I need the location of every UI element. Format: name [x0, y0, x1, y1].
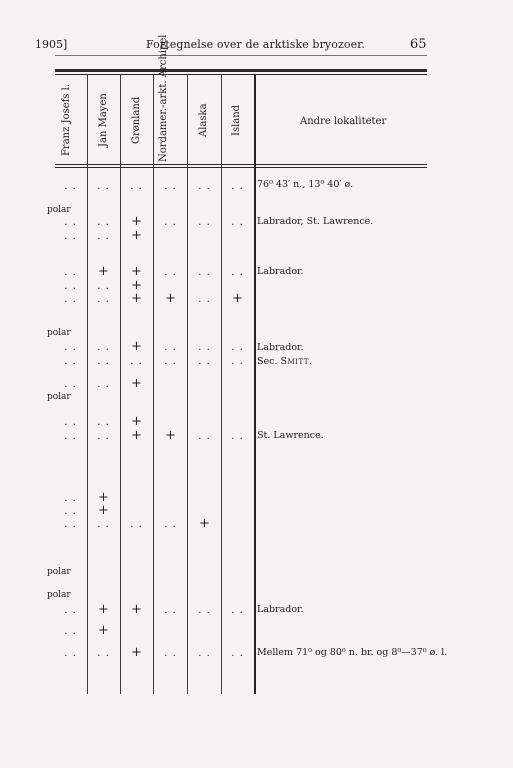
running-header	[0, 38, 513, 54]
cell-dots: . .	[198, 267, 211, 278]
cell-dots: . .	[198, 294, 211, 305]
locality-text: Labrador.	[257, 266, 304, 277]
locality-author-smitt: Smitt.	[280, 356, 313, 367]
cell-dots: . .	[231, 605, 244, 616]
cell-dots: . .	[97, 181, 110, 192]
column-header-alaska: Alaska	[198, 103, 209, 137]
cell-dots: . .	[64, 626, 77, 637]
polar-note: polar	[47, 328, 71, 338]
cell-dots: . .	[64, 342, 77, 353]
column-header-nordamer-text: Nordamer.-arkt. Archipel	[158, 34, 169, 162]
cell-dots: . .	[231, 181, 244, 192]
cell-plus: +	[131, 428, 142, 443]
cell-dots: . .	[97, 281, 110, 292]
cell-dots: . .	[64, 605, 77, 616]
cell-dots: . .	[97, 431, 110, 442]
table-top-rule	[55, 69, 427, 72]
cell-dots: . .	[97, 217, 110, 228]
cell-dots: . .	[231, 648, 244, 659]
cell-dots: . .	[64, 519, 77, 530]
table-top-rule-thin	[55, 74, 427, 75]
header-rule	[55, 55, 427, 56]
cell-dots: . .	[164, 605, 177, 616]
cell-plus: +	[165, 291, 176, 306]
cell-dots: . .	[198, 431, 211, 442]
cell-dots: . .	[164, 267, 177, 278]
cell-dots: . .	[64, 356, 77, 367]
cell-dots: . .	[97, 519, 110, 530]
cell-plus: +	[131, 278, 142, 293]
cell-dots: . .	[97, 417, 110, 428]
header-year: 1905]	[35, 38, 68, 51]
column-divider	[153, 74, 154, 694]
cell-dots: . .	[231, 356, 244, 367]
cell-dots: . .	[64, 181, 77, 192]
cell-dots: . .	[97, 379, 110, 390]
locality-text: St. Lawrence.	[257, 430, 324, 441]
cell-dots: . .	[64, 231, 77, 242]
column-header-andre-lokaliteter: Andre lokaliteter	[300, 116, 387, 127]
cell-dots: . .	[97, 648, 110, 659]
cell-plus: +	[131, 602, 142, 617]
cell-plus: +	[131, 264, 142, 279]
cell-dots: . .	[64, 431, 77, 442]
locality-text: Labrador.	[257, 342, 304, 353]
locality-text	[257, 356, 312, 367]
locality-text: 76⁰ 43′ n., 13⁰ 40′ ø.	[257, 179, 354, 190]
locality-text: Labrador.	[257, 604, 304, 615]
cell-dots: . .	[64, 379, 77, 390]
cell-dots: . .	[130, 356, 143, 367]
cell-dots: . .	[64, 648, 77, 659]
cell-dots: . .	[64, 217, 77, 228]
cell-plus: +	[98, 623, 109, 638]
cell-plus: +	[131, 645, 142, 660]
column-header-franz-josefs: Franz Josefs l.	[61, 83, 72, 157]
cell-dots: . .	[164, 217, 177, 228]
cell-plus: +	[131, 228, 142, 243]
column-divider-bold	[254, 74, 256, 694]
cell-dots: . .	[198, 356, 211, 367]
locality-sec-prefix: Sec.	[257, 356, 278, 367]
cell-dots: . .	[198, 217, 211, 228]
cell-dots: . .	[198, 342, 211, 353]
locality-text: Labrador, St. Lawrence.	[257, 216, 374, 227]
polar-note: polar	[47, 567, 71, 577]
cell-plus: +	[232, 291, 243, 306]
cell-plus: +	[98, 602, 109, 617]
cell-plus: +	[165, 428, 176, 443]
cell-dots: . .	[130, 181, 143, 192]
column-divider	[187, 74, 188, 694]
column-header-gronland: Grønland	[131, 96, 142, 144]
cell-plus: +	[98, 490, 109, 505]
page-number: 65	[410, 37, 427, 52]
cell-plus: +	[131, 414, 142, 429]
cell-dots: . .	[198, 648, 211, 659]
cell-plus: +	[98, 503, 109, 518]
cell-plus: +	[98, 264, 109, 279]
polar-note: polar	[47, 392, 71, 402]
cell-dots: . .	[164, 356, 177, 367]
column-header-jan-mayen: Jan Mayen	[98, 93, 109, 147]
cell-plus: +	[131, 339, 142, 354]
locality-text: Mellem 71⁰ og 80⁰ n. br. og 8⁰—37⁰ ø. l.	[257, 647, 448, 658]
cell-dots: . .	[97, 342, 110, 353]
cell-plus: +	[131, 214, 142, 229]
cell-dots: . .	[198, 181, 211, 192]
cell-dots: . .	[130, 519, 143, 530]
cell-plus: +	[199, 516, 210, 531]
cell-dots: . .	[97, 231, 110, 242]
column-header-island: Island	[231, 104, 242, 136]
cell-dots: . .	[164, 519, 177, 530]
cell-dots: . .	[231, 267, 244, 278]
cell-dots: . .	[198, 605, 211, 616]
polar-note: polar	[47, 590, 71, 600]
polar-note: polar	[47, 205, 71, 215]
cell-dots: . .	[231, 217, 244, 228]
cell-dots: . .	[164, 342, 177, 353]
cell-dots: . .	[97, 294, 110, 305]
cell-dots: . .	[64, 281, 77, 292]
cell-dots: . .	[231, 431, 244, 442]
table-head-rule	[55, 164, 427, 165]
cell-dots: . .	[64, 417, 77, 428]
cell-dots: . .	[64, 294, 77, 305]
cell-dots: . .	[164, 648, 177, 659]
column-header-nordamer	[158, 34, 182, 162]
cell-dots: . .	[231, 342, 244, 353]
cell-dots: . .	[64, 493, 77, 504]
cell-plus: +	[131, 376, 142, 391]
cell-plus: +	[131, 291, 142, 306]
table-head-rule-thin	[55, 167, 427, 168]
cell-dots: . .	[64, 267, 77, 278]
cell-dots: . .	[64, 506, 77, 517]
cell-dots: . .	[97, 356, 110, 367]
header-title: Fortegnelse over de arktiske bryozoer.	[146, 38, 365, 51]
column-divider	[221, 74, 222, 694]
cell-dots: . .	[164, 181, 177, 192]
